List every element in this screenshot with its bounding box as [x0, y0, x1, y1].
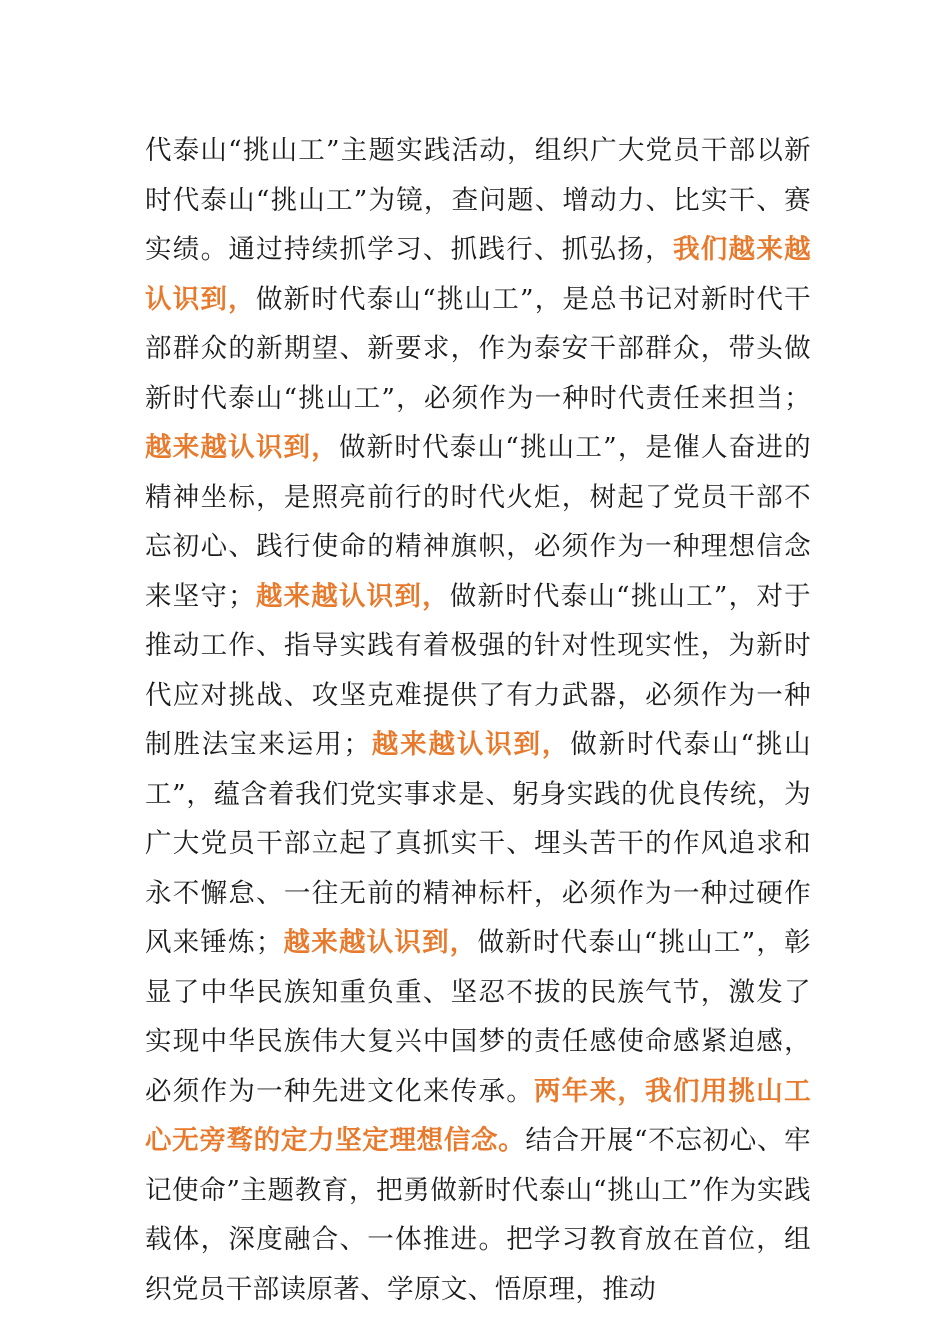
highlighted-phrase: 越来越认识到，: [370, 729, 571, 760]
text-segment: 做新时代泰山“挑山工”，对于推动工作、指导实践有着极强的针对性现实性，为新时代应对挑战、攻坚克难提供了有力武器，必须作为一种制胜法宝来运用；: [145, 580, 811, 760]
body-paragraph: [145, 126, 811, 1314]
highlighted-sentence: 两年来，我们用挑山工心无旁骛的定力坚定理想信念。: [145, 1075, 811, 1156]
text-segment: 做新时代泰山“挑山工”，是催人奋进的精神坐标，是照亮前行的时代火炬，树起了党员干部不忘初心、践行使命的精神旗帜，必须作为一种理想信念来坚守；: [145, 432, 811, 612]
text-segment: 做新时代泰山“挑山工”，彰显了中华民族知重负重、坚忍不拔的民族气节，激发了实现中华民族伟大复兴中国梦的责任感使命感紧迫感，必须作为一种先进文化来传承。: [145, 927, 811, 1107]
highlighted-phrase: 越来越认识到，: [282, 927, 478, 958]
text-segment: 代泰山“挑山工”主题实践活动，组织广大党员干部以新时代泰山“挑山工”为镜，查问题、增动力、比实干、赛实绩。通过持续抓学习、抓践行、抓弘扬，: [145, 135, 811, 265]
text-segment: 结合开展“不忘初心、牢记使命”主题教育，把勇做新时代泰山“挑山工”作为实践载体，深度融合、一体推进。把学习教育放在首位，组织党员干部读原著、学原文、悟原理，推动: [145, 1125, 811, 1305]
highlighted-phrase: 我们越来越认识到，: [145, 234, 811, 315]
text-segment: 做新时代泰山“挑山工”，是总书记对新时代干部群众的新期望、新要求，作为泰安干部群众，带头做新时代泰山“挑山工”，必须作为一种时代责任来担当；: [145, 283, 811, 414]
text-segment: 做新时代泰山“挑山工”，蕴含着我们党实事求是、躬身实践的优良传统，为广大党员干部立起了真抓实干、埋头苦干的作风追求和永不懈怠、一往无前的精神标杆，必须作为一种过硬作风来锤炼；: [145, 729, 811, 958]
highlighted-phrase: 越来越认识到，: [145, 432, 339, 463]
highlighted-phrase: 越来越认识到，: [255, 580, 450, 612]
